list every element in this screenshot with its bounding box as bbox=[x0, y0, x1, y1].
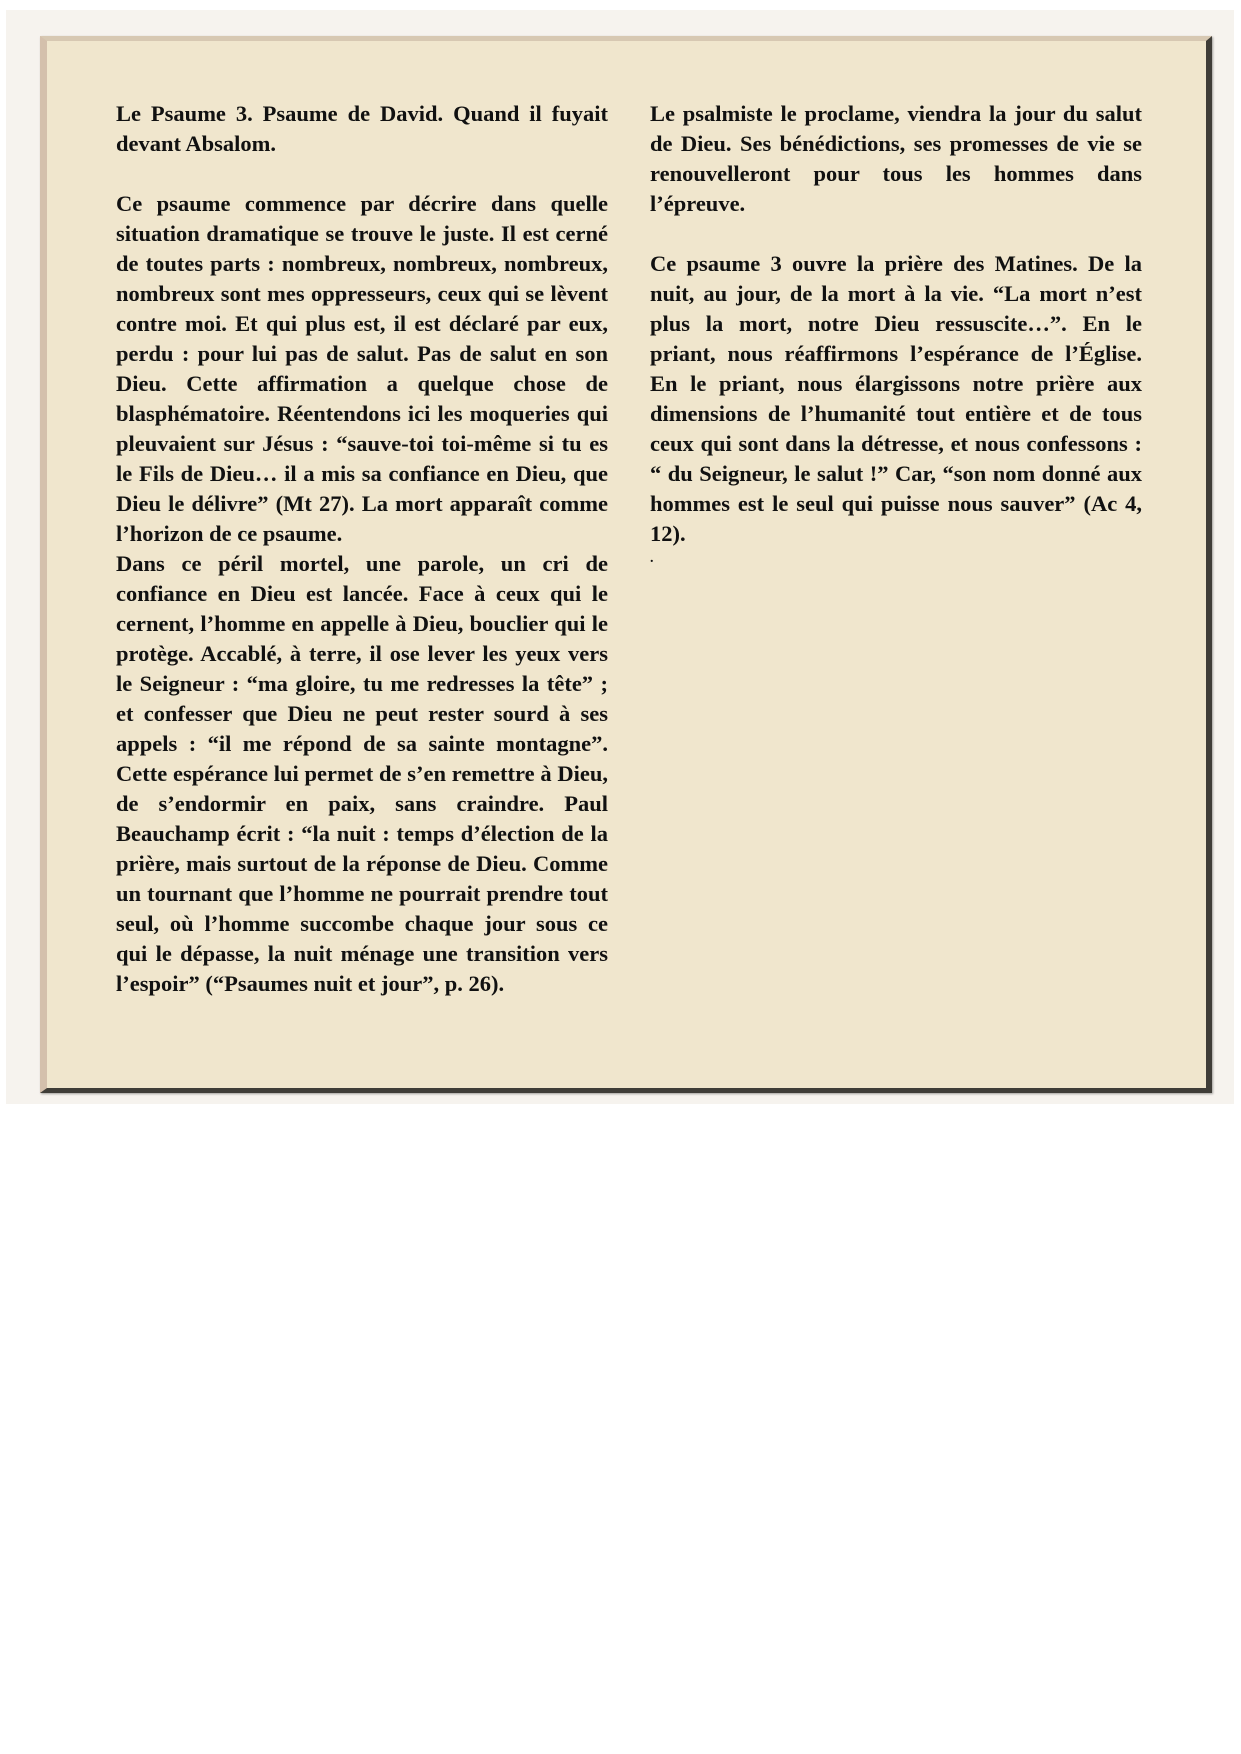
trailing-mark: . bbox=[650, 551, 654, 566]
commentary-paragraph-situation: Ce psaume commence par décrire dans quelle situation dramatique se trouve le juste. Il est cerné de toutes parts : nombreux, nombreux, nombreux, nombreux sont mes oppresseurs, ceux qui se lèvent contre moi. Et qui plus est, il est déclaré par eux, perdu : pour lui pas de salut. Pas de salut en son Dieu. Cette affirmation a quelque chose de blasphématoire. Réentendons ici les moqueries qui pleuvaient sur Jésus : “sauve-toi toi-même si tu es le Fils de Dieu… il a mis sa confiance en Dieu, que Dieu le délivre” (Mt 27). La mort apparaît comme l’horizon de ce psaume. bbox=[116, 191, 608, 546]
text-panel bbox=[40, 36, 1212, 1093]
left-column bbox=[116, 99, 608, 999]
commentary-paragraph-psalmiste: Le psalmiste le proclame, viendra la jour du salut de Dieu. Ses bénédictions, ses promesses de vie se renouvelleront pour tous les hommes dans l’épreuve. bbox=[650, 101, 1142, 216]
right-column bbox=[650, 99, 1142, 569]
commentary-paragraph-matines: Ce psaume 3 ouvre la prière des Matines. De la nuit, au jour, de la mort à la vie. “La mort n’est plus la mort, notre Dieu ressuscite…”. En le priant, nous réaffirmons l’espérance de l’Église. En le priant, nous élargissons notre prière aux dimensions de l’humanité tout entière et de tous ceux qui sont dans la détresse, et nous confessons : “ du Seigneur, le salut !” Car, “son nom donné aux hommes est le seul qui puisse nous sauver” (Ac 4, 12). bbox=[650, 251, 1142, 546]
psalm-title-paragraph: Le Psaume 3. Psaume de David. Quand il fuyait devant Absalom. bbox=[116, 101, 608, 156]
commentary-paragraph-confiance: Dans ce péril mortel, une parole, un cri de confiance en Dieu est lancée. Face à ceux qui le cernent, l’homme en appelle à Dieu, bouclier qui le protège. Accablé, à terre, il ose lever les yeux vers le Seigneur : “ma gloire, tu me redresses la tête” ; et confesser que Dieu ne peut rester sourd à ses appels : “il me répond de sa sainte montagne”. Cette espérance lui permet de s’en remettre à Dieu, de s’endormir en paix, sans craindre. Paul Beauchamp écrit : “la nuit : temps d’élection de la prière, mais surtout de la réponse de Dieu. Comme un tournant que l’homme ne pourrait prendre tout seul, où l’homme succombe chaque jour sous ce qui le dépasse, la nuit ménage une transition vers l’espoir” (“Psaumes nuit et jour”, p. 26). bbox=[116, 551, 608, 996]
page-background bbox=[6, 10, 1234, 1104]
